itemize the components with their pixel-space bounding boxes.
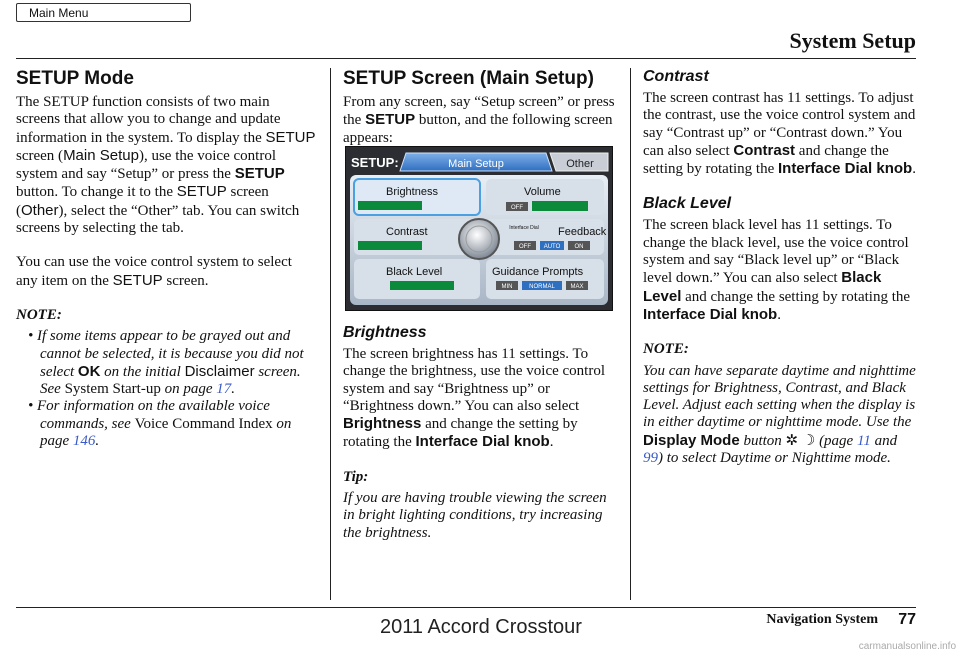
watermark: carmanualsonline.info xyxy=(858,641,956,652)
column-main-setup xyxy=(343,68,617,147)
svg-text:ON: ON xyxy=(574,244,584,250)
black-level-item[interactable] xyxy=(354,259,480,299)
column-divider xyxy=(330,68,331,600)
interface-dial-icon xyxy=(459,219,499,259)
model-name: 2011 Accord Crosstour xyxy=(380,616,582,638)
note-label-2: NOTE: xyxy=(643,341,689,358)
setup-screen-image xyxy=(345,146,613,311)
link-page-11[interactable]: 11 xyxy=(856,432,871,449)
paragraph-setup-screen: From any screen, say “Setup screen” or press the SETUP button, and the following screen appears: xyxy=(343,94,615,146)
link-page-99[interactable]: 99 xyxy=(643,450,658,467)
svg-text:Feedback: Feedback xyxy=(558,226,607,238)
subheading-contrast: Contrast xyxy=(643,68,709,85)
sun-icon: ✲ xyxy=(785,432,799,449)
column-brightness xyxy=(343,324,617,559)
paragraph-setup-intro: The SETUP function consists of two main screens that allow you to change and update information in the system. To display the SETUP screen (Main Setup), use the voice control system and say “Setup” or press the SETUP button. To change it to the SETUP screen (Other), select the “Other” tab. You can switch screens by selecting the tab. xyxy=(16,94,316,237)
svg-text:MAX: MAX xyxy=(570,284,584,290)
setup-screen-illustration xyxy=(346,147,612,310)
subheading-black-level: Black Level xyxy=(643,195,732,213)
tip-text: If you are having trouble viewing the screen in bright lighting conditions, try increasing the brightness. xyxy=(343,490,607,541)
column-setup-mode xyxy=(16,68,316,450)
footer-label: Navigation System xyxy=(766,612,878,627)
svg-text:OFF: OFF xyxy=(511,205,523,211)
paragraph-brightness: The screen brightness has 11 settings. To change the brightness, use the voice control system and say “Brightness up” or “Brightness down.” You can also select Brightness and change the setting by rotating the Interface Dial knob. xyxy=(343,346,606,451)
svg-text:Guidance Prompts: Guidance Prompts xyxy=(492,266,584,278)
tip-label: Tip: xyxy=(343,468,369,485)
column-divider-2 xyxy=(630,68,631,600)
svg-text:Black Level: Black Level xyxy=(386,266,443,278)
column-contrast xyxy=(643,68,918,484)
subheading-brightness: Brightness xyxy=(343,324,427,341)
note-label: NOTE: xyxy=(16,306,62,323)
note-day-night: You can have separate daytime and nighttime settings for Brightness, Contrast, and Black Level. Adjust each setting when the display is in either daytime or nighttime mode. Use the Display Mode button ✲ ☽ (page 11 and 99) to select Daytime or Nighttime mode. xyxy=(643,362,916,467)
page-title: System Setup xyxy=(789,28,916,53)
svg-text:AUTO: AUTO xyxy=(543,244,561,250)
paragraph-voice-control: You can use the voice control system to select any item on the SETUP screen. xyxy=(16,254,292,289)
note-list xyxy=(16,328,316,450)
main-menu-button[interactable]: Main Menu xyxy=(16,3,191,22)
note-bullet-voice-commands: • For information on the available voice commands, see Voice Command Index on page 146. xyxy=(28,398,292,450)
svg-text:NORMAL: NORMAL xyxy=(529,284,555,290)
header-rule xyxy=(16,58,916,59)
section-heading-setup-mode: SETUP Mode xyxy=(16,68,134,89)
svg-text:Main Setup: Main Setup xyxy=(448,158,504,170)
page-number: 77 xyxy=(898,611,916,628)
section-heading-main-setup: SETUP Screen (Main Setup) xyxy=(343,68,594,89)
moon-icon: ☽ xyxy=(801,432,816,449)
footer-rule xyxy=(16,607,916,608)
paragraph-black-level: The screen black level has 11 settings. To change the black level, use the voice control system and say “Black level up” or “Black level down.” You can also select Black Level and change the setting by rotating the Interface Dial knob. xyxy=(643,217,911,323)
svg-text:Contrast: Contrast xyxy=(386,226,428,238)
svg-text:OFF: OFF xyxy=(519,244,531,250)
svg-text:Other: Other xyxy=(566,158,594,170)
paragraph-contrast: The screen contrast has 11 settings. To adjust the contrast, use the voice control system and say “Contrast up” or “Contrast down.” You can also select Contrast and change the setting by rotating the Interface Dial knob. xyxy=(643,90,916,178)
note-bullet-grayed-out: • If some items appear to be grayed out and cannot be selected, it is because you did not select OK on the initial Disclaimer screen. See System Start-up on page 17. xyxy=(28,328,304,398)
svg-text:MIN: MIN xyxy=(501,284,513,290)
guidance-prompts-item[interactable] xyxy=(486,259,604,299)
svg-text:Interface Dial: Interface Dial xyxy=(509,225,539,231)
svg-text:Volume: Volume xyxy=(524,186,561,198)
svg-text:Brightness: Brightness xyxy=(386,186,438,198)
link-page-146[interactable]: 146 xyxy=(72,433,96,450)
setup-label: SETUP: xyxy=(351,155,399,170)
link-page-17[interactable]: 17 xyxy=(216,381,232,398)
